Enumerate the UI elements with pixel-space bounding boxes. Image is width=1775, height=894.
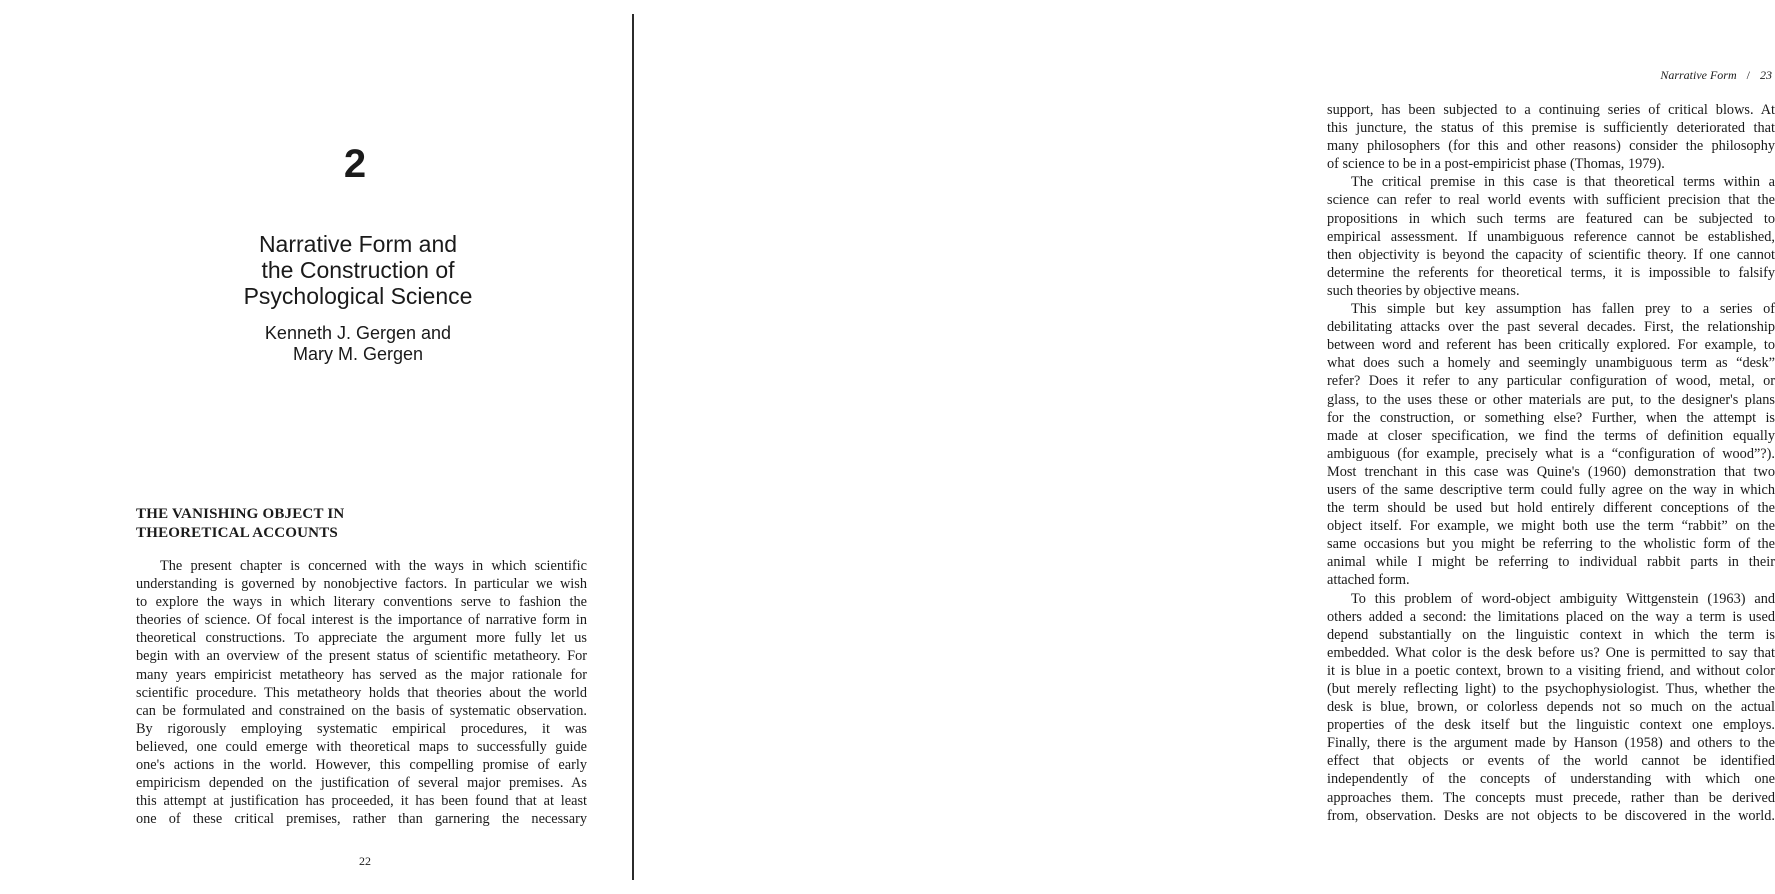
text-line: effect that objects or events of the world cannot be identified	[1327, 753, 1775, 770]
running-head	[1596, 68, 1772, 83]
text-line: from, observation. Desks are not objects to be discovered in the world.	[1327, 807, 1775, 824]
section-heading	[136, 505, 456, 543]
right-page	[636, 0, 1775, 894]
text-line: glass, to the uses these or other materials are put, to the designer's plans	[1327, 391, 1775, 408]
text-line: many years empiricist metatheory has served as the major rationale for	[136, 666, 587, 683]
text-line: empiricism depended on the justification of several major premises. As	[136, 775, 587, 792]
text-line: independently of the concepts of understanding with which one	[1327, 771, 1775, 788]
text-line: Most trenchant in this case was Quine's (1960) demonstration that two	[1327, 463, 1775, 480]
page-number-right: 23	[1760, 68, 1772, 82]
text-line: science can refer to real world events with sufficient precision that the	[1327, 192, 1775, 209]
text-line: what does such a homely and seemingly unambiguous term as “desk”	[1327, 355, 1775, 372]
text-line: ambiguous (for example, precisely what is a “configuration of wood”?).	[1327, 445, 1775, 462]
text-line: determine the referents for theoretical terms, it is impossible to falsify	[1327, 264, 1775, 281]
text-line: animal while I might be referring to individual rabbit parts in their	[1327, 554, 1775, 571]
text-line: This simple but key assumption has fallen prey to a series of	[1351, 301, 1775, 318]
text-line: attached form.	[1327, 572, 1410, 589]
text-line: then objectivity is beyond the capacity of scientific theory. If one cannot	[1327, 246, 1775, 263]
text-line: many philosophers (for this and other reasons) consider the philosophy	[1327, 138, 1775, 155]
text-line: support, has been subjected to a continuing series of critical blows. At	[1327, 102, 1775, 118]
text-line: such theories by objective means.	[1327, 282, 1520, 299]
text-line: To this problem of word-object ambiguity Wittgenstein (1963) and	[1351, 590, 1775, 607]
text-line: can be formulated and constrained on the basis of systematic observation.	[136, 702, 587, 719]
text-line: embedded. What color is the desk before us? One is permitted to say that	[1327, 644, 1775, 661]
section-heading-line: THEORETICAL ACCOUNTS	[136, 525, 338, 541]
text-line: The critical premise in this case is that theoretical terms within a	[1351, 174, 1775, 191]
text-line: others added a second: the limitations placed on the way a term is used	[1327, 608, 1775, 625]
text-line: this attempt at justification has proceeded, it has been found that at least	[136, 793, 587, 810]
text-line: depend substantially on the linguistic context in which the term is	[1327, 626, 1775, 643]
author-line: Kenneth J. Gergen and	[264, 323, 452, 343]
text-line: scientific procedure. This metatheory holds that theories about the world	[136, 684, 587, 701]
text-line: theoretical constructions. To appreciate the argument more fully let us	[136, 630, 587, 647]
text-line: refer? Does it refer to any particular configuration of wood, metal, or	[1327, 373, 1775, 390]
page-number-left: 22	[359, 854, 371, 868]
text-line: The present chapter is concerned with the ways in which scientific	[160, 558, 587, 574]
text-line: one of these critical premises, rather than garnering the necessary	[136, 811, 587, 828]
text-line: By rigorously employing systematic empirical procedures, it was	[136, 720, 587, 737]
left-page	[0, 0, 630, 894]
book-gutter	[632, 14, 634, 880]
text-line: same occasions but you might be referring to the wholistic form of the	[1327, 536, 1775, 553]
text-line: between word and referent has been critically explored. For example, to	[1327, 337, 1775, 354]
text-line: of science to be in a post-empiricist phase (Thomas, 1979).	[1327, 156, 1665, 173]
text-line: approaches them. The concepts must precede, rather than be derived	[1327, 789, 1775, 806]
text-line: one's actions in the world. However, this compelling promise of early	[136, 757, 587, 774]
running-head-title: Narrative Form	[1660, 68, 1737, 82]
text-line: begin with an overview of the present status of scientific metatheory. For	[136, 648, 587, 665]
section-heading-line: THE VANISHING OBJECT IN	[136, 506, 345, 522]
chapter-authors	[200, 323, 516, 365]
running-head-separator: /	[1746, 68, 1750, 82]
text-line: empirical assessment. If unambiguous reference cannot be established,	[1327, 228, 1775, 245]
text-line: propositions in which such terms are featured can be subjected to	[1327, 210, 1775, 227]
text-line: theories of science. Of focal interest is the importance of narrative form in	[136, 612, 587, 629]
text-line: made at closer specification, we find the terms of definition equally	[1327, 427, 1775, 444]
text-line: debilitating attacks over the past several decades. First, the relationship	[1327, 319, 1775, 336]
left-body-text	[136, 557, 587, 828]
chapter-number: 2	[343, 142, 367, 186]
text-line: believed, one could emerge with theoretical maps to successfully guide	[136, 738, 587, 755]
author-line: Mary M. Gergen	[292, 344, 424, 364]
text-line: users of the same descriptive term could fully agree on the way in which	[1327, 481, 1775, 498]
text-line: (but merely reflecting light) to the psychophysiologist. Thus, whether the	[1327, 681, 1775, 697]
text-line: this juncture, the status of this premise is sufficiently deteriorated that	[1327, 120, 1775, 137]
text-line: the term should be used but hold entirely different conceptions of the	[1327, 500, 1775, 517]
text-line: to explore the ways in which literary conventions serve to fashion the	[136, 594, 587, 611]
right-body-text	[1327, 101, 1775, 825]
text-line: for the construction, or something else? Further, when the attempt is	[1327, 409, 1775, 426]
text-line: it is blue in a poetic context, brown to a visiting friend, and without color	[1327, 662, 1775, 679]
text-line: Finally, there is the argument made by Hanson (1958) and others to the	[1327, 735, 1775, 752]
text-line: object itself. For example, we might both use the term “rabbit” on the	[1327, 518, 1775, 535]
chapter-title	[200, 231, 516, 309]
text-line: desk is blue, brown, or colorless depends not so much on the actual	[1327, 699, 1775, 716]
chapter-title-line: Narrative Form and	[258, 231, 458, 257]
chapter-title-line: Psychological Science	[243, 283, 473, 309]
chapter-title-line: the Construction of	[261, 257, 455, 283]
text-line: understanding is governed by nonobjective factors. In particular we wish	[136, 576, 587, 593]
text-line: properties of the desk itself but the linguistic context one employs.	[1327, 717, 1775, 734]
